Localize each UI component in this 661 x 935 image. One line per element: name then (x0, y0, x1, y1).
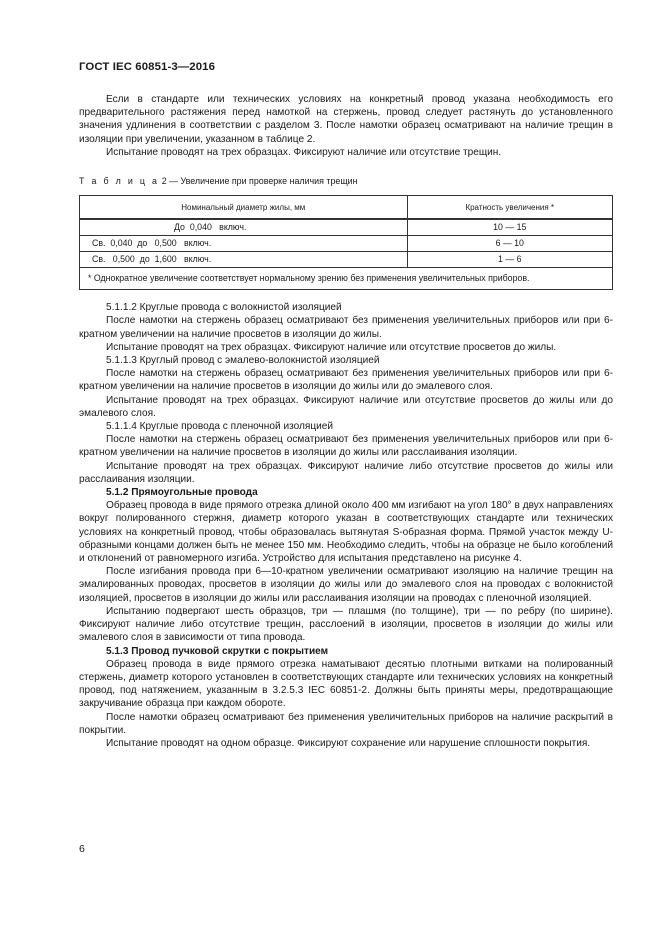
table-note: * Однократное увеличение соответствует нормальному зрению без применения увеличительных приборов. (80, 268, 613, 290)
section-heading: 5.1.3 Провод пучковой скрутки с покрытием (106, 645, 329, 657)
paragraph: После намотки на стержень образец осматривают без применения увеличительных приборов или при 6-кратном увеличении на наличие просветов в изоляции до жилы или до эмалевого слоя. (79, 368, 613, 393)
paragraph: Испытанию подвергают шесть образцов, три — плашмя (по толщине), три — по ребру (по ширине). Фиксируют наличие либо отсутствие трещин, расслоений в изоляции, просветов в изоляции до жилы или эмалевого слоя в зависимости от типа провода. (79, 605, 613, 644)
paragraph: После изгибания провода при 6—10-кратном увеличении осматривают изоляцию на наличие трещин на эмалированных проводах, просветов в изоляции до жилы или до эмалевого слоя на проводах с волокнистой изоляцией, просветов в изоляции до жилы или расслаивания изоляции на проводах с пленочной изоляцией. (79, 566, 613, 604)
cell-magnification: 6 — 10 (407, 236, 613, 252)
paragraph: 5.1.1.4 Круглые провода с пленочной изоляцией (106, 421, 334, 433)
header-magnification: Кратность увеличения * (407, 196, 613, 220)
cell-diameter: Св. 0,040 до 0,500 включ. (80, 236, 408, 252)
paragraph: Если в стандарте или технических условиях на конкретный провод указана необходимость его предварительного растяжения перед намоткой на стержень, провод следует растянуть до установленного значения удлинения в соответствии с разделом 3. После намотки образец осматривают на наличие трещин в изоляции при увеличении, указанном в таблице 2. (79, 94, 613, 145)
document-header: ГОСТ IEC 60851-3—2016 (79, 61, 216, 73)
page-number: 6 (79, 843, 85, 855)
table-row (80, 252, 613, 268)
table-row (80, 236, 613, 252)
paragraph: 5.1.1.2 Круглые провода с волокнистой изоляцией (106, 302, 342, 314)
paragraph: После намотки образец осматривают без применения увеличительных приборов на наличие раскрытий в покрытии. (79, 711, 613, 736)
paragraph: Испытание проводят на трех образцах. Фиксируют наличие либо отсутствие просветов до жилы или расслаивания изоляции. (79, 460, 613, 485)
cell-magnification: 10 — 15 (407, 219, 613, 236)
table-caption-text: 2 — Увеличение при проверке наличия трещин (159, 176, 358, 187)
cell-magnification: 1 — 6 (407, 252, 613, 268)
paragraph: После намотки на стержень образец осматривают без применения увеличительных приборов или при 6-кратном увеличении на наличие просветов в изоляции до жилы. (79, 315, 613, 340)
section-paragraphs (79, 301, 613, 750)
paragraph: 5.1.1.3 Круглый провод с эмалево-волокнистой изоляцией (106, 355, 380, 367)
table-caption (79, 175, 613, 188)
paragraph: Испытание проводят на одном образце. Фиксируют сохранение или нарушение сплошности покрытия. (106, 737, 591, 749)
cell-diameter: Св. 0,500 до 1,600 включ. (80, 252, 408, 268)
paragraph: Образец провода в виде прямого отрезка наматывают десятью плотными витками на полированный стержень, диаметр которого установлен в соответствующих стандарте или технических условиях на конкретный провод, под натяжением, указанным в 3.2.5.3 IEC 60851-2. Должны быть приняты меры, предотвращающие закручивание образца при каждом обороте. (79, 658, 613, 710)
table-row (80, 219, 613, 236)
paragraph: После намотки на стержень образец осматривают без применения увеличительных приборов или при 6-кратном увеличении на наличие просветов в изоляции до жилы или расслаивания изоляции. (79, 434, 613, 459)
magnification-table (79, 195, 613, 290)
paragraph: Испытание проводят на трех образцах. Фиксируют наличие или отсутствие просветов до жилы или до эмалевого слоя. (79, 394, 613, 419)
header-diameter: Номинальный диаметр жилы, мм (80, 196, 408, 220)
table-header-row (80, 196, 613, 220)
paragraph: Испытание проводят на трех образцах. Фиксируют наличие или отсутствие трещин. (106, 146, 502, 158)
table-note-row (80, 268, 613, 290)
page-content (79, 93, 613, 750)
table-caption-prefix: Т а б л и ц а (79, 176, 160, 187)
section-heading: 5.1.2 Прямоугольные провода (106, 487, 258, 499)
table-block (79, 195, 613, 290)
cell-diameter: До 0,040 включ. (80, 219, 408, 236)
paragraph: Испытание проводят на трех образцах. Фиксируют наличие или отсутствие просветов до жилы. (106, 341, 557, 353)
paragraph: Образец провода в виде прямого отрезка длиной около 400 мм изгибают на угол 180° в двух направлениях вокруг полированного стержня, диаметр которого указан в соответствующих стандарте или технических условиях на конкретный провод, чтобы образовалась вытянутая S-образная форма. Прямой участок между U-образными концами должен быть не менее 150 мм. Необходимо следить, чтобы на образце не было коroблений и отклонений от равномерного изгиба. Устройство для испытания представлено на рисунке 4. (79, 500, 613, 565)
